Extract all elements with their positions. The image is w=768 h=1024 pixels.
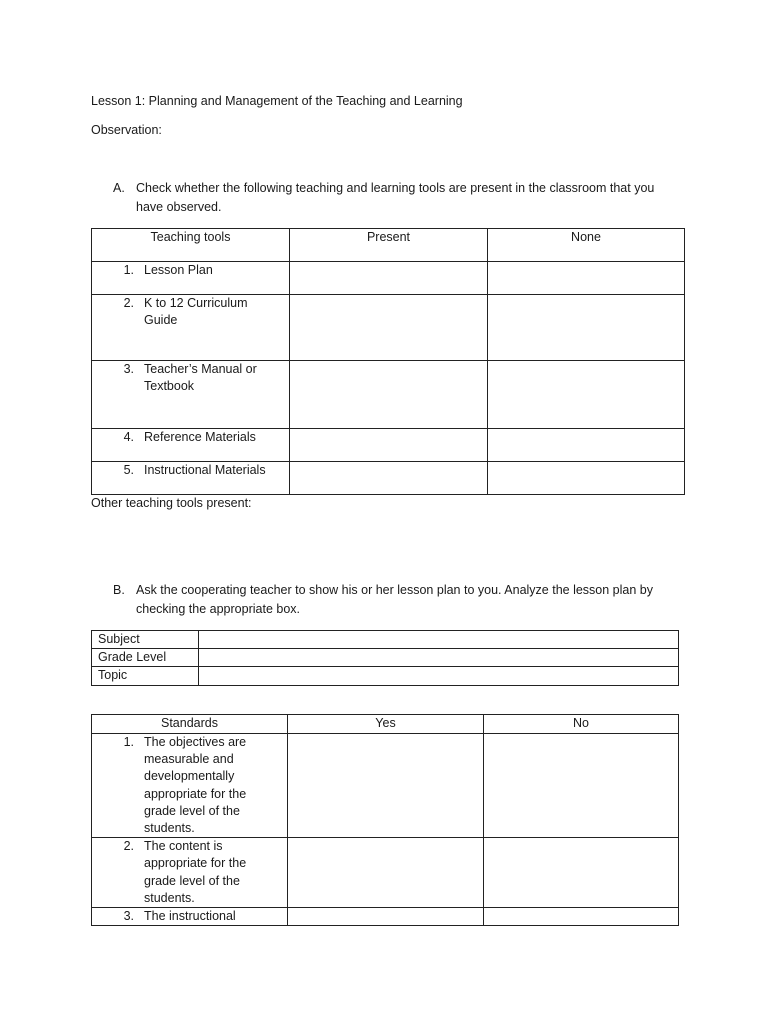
subject-label: Subject	[92, 631, 199, 649]
table-row	[92, 838, 679, 908]
observation-label: Observation:	[91, 123, 162, 137]
standard-text-line: grade level of the	[144, 803, 240, 818]
tool-name-line1: K to 12 Curriculum	[144, 296, 248, 310]
table-row	[92, 429, 685, 462]
section-b-instruction-line1: Ask the cooperating teacher to show his or her lesson plan to you. Analyze the lesson plan by	[136, 583, 653, 597]
header-yes: Yes	[288, 715, 484, 734]
section-a-instruction	[113, 180, 713, 216]
grade-level-label: Grade Level	[92, 649, 199, 667]
none-checkbox-cell[interactable]	[488, 262, 685, 295]
standards-header-row	[92, 715, 679, 734]
no-checkbox-cell[interactable]	[484, 908, 679, 926]
lesson-title: Lesson 1: Planning and Management of the Teaching and Learning	[91, 94, 463, 108]
standard-text-line: appropriate for the	[144, 856, 247, 871]
table-row	[92, 295, 685, 361]
subject-field[interactable]	[199, 631, 679, 649]
teaching-tools-table	[91, 228, 685, 495]
section-a-instruction-line2: have observed.	[136, 200, 222, 214]
no-checkbox-cell[interactable]	[484, 734, 679, 838]
yes-checkbox-cell[interactable]	[288, 734, 484, 838]
lesson-info-table	[91, 630, 679, 686]
table-row	[92, 462, 685, 495]
tool-name: Lesson Plan	[144, 263, 213, 277]
no-checkbox-cell[interactable]	[484, 838, 679, 908]
tool-name: Reference Materials	[144, 430, 256, 444]
tool-name-line1: Teacher’s Manual or	[144, 362, 257, 376]
table-row	[92, 262, 685, 295]
teaching-tools-header-row	[92, 229, 685, 262]
present-checkbox-cell[interactable]	[290, 429, 488, 462]
section-b-instruction	[113, 582, 713, 618]
grade-level-field[interactable]	[199, 649, 679, 667]
standard-text-line: The instructional	[144, 909, 236, 924]
standard-text-line: grade level of the	[144, 873, 240, 888]
present-checkbox-cell[interactable]	[290, 361, 488, 429]
section-a-marker: A.	[113, 181, 125, 195]
header-present: Present	[290, 229, 488, 262]
row-number: 2.	[123, 296, 134, 310]
standard-text-line: The content is	[144, 839, 223, 854]
section-b-marker: B.	[113, 583, 125, 597]
section-a-instruction-line1: Check whether the following teaching and learning tools are present in the classroom that you	[136, 181, 655, 195]
header-none: None	[488, 229, 685, 262]
standard-cell	[92, 908, 288, 926]
none-checkbox-cell[interactable]	[488, 295, 685, 361]
tool-cell	[92, 361, 290, 429]
yes-checkbox-cell[interactable]	[288, 838, 484, 908]
topic-field[interactable]	[199, 667, 679, 685]
row-number: 5.	[123, 463, 134, 477]
tool-name-line2: Textbook	[144, 379, 195, 394]
row-number: 2.	[123, 839, 134, 854]
none-checkbox-cell[interactable]	[488, 429, 685, 462]
row-number: 3.	[123, 362, 134, 376]
standard-text-line: developmentally	[144, 769, 235, 784]
info-row-grade-level	[92, 649, 679, 667]
standard-cell	[92, 734, 288, 838]
tool-name: Instructional Materials	[144, 463, 266, 477]
standard-text-line: students.	[144, 890, 195, 905]
table-row	[92, 734, 679, 838]
header-teaching-tools: Teaching tools	[92, 229, 290, 262]
table-row	[92, 361, 685, 429]
row-number: 1.	[123, 263, 134, 277]
standard-cell	[92, 838, 288, 908]
row-number: 4.	[123, 430, 134, 444]
tool-cell	[92, 462, 290, 495]
standard-text-line: measurable and	[144, 752, 234, 767]
table-row	[92, 908, 679, 926]
standard-text-line: appropriate for the	[144, 786, 247, 801]
header-standards: Standards	[92, 715, 288, 734]
tool-cell	[92, 262, 290, 295]
standards-table	[91, 714, 679, 926]
tool-cell	[92, 295, 290, 361]
header-no: No	[484, 715, 679, 734]
tool-name-line2: Guide	[144, 313, 178, 328]
row-number: 3.	[123, 909, 134, 924]
standard-text-line: The objectives are	[144, 735, 247, 749]
other-tools-label: Other teaching tools present:	[91, 496, 252, 510]
present-checkbox-cell[interactable]	[290, 462, 488, 495]
present-checkbox-cell[interactable]	[290, 262, 488, 295]
info-row-topic	[92, 667, 679, 685]
standard-text-line: students.	[144, 821, 195, 836]
yes-checkbox-cell[interactable]	[288, 908, 484, 926]
none-checkbox-cell[interactable]	[488, 462, 685, 495]
row-number: 1.	[123, 735, 134, 749]
tool-cell	[92, 429, 290, 462]
none-checkbox-cell[interactable]	[488, 361, 685, 429]
section-b-instruction-line2: checking the appropriate box.	[136, 602, 300, 616]
info-row-subject	[92, 631, 679, 649]
topic-label: Topic	[92, 667, 199, 685]
present-checkbox-cell[interactable]	[290, 295, 488, 361]
